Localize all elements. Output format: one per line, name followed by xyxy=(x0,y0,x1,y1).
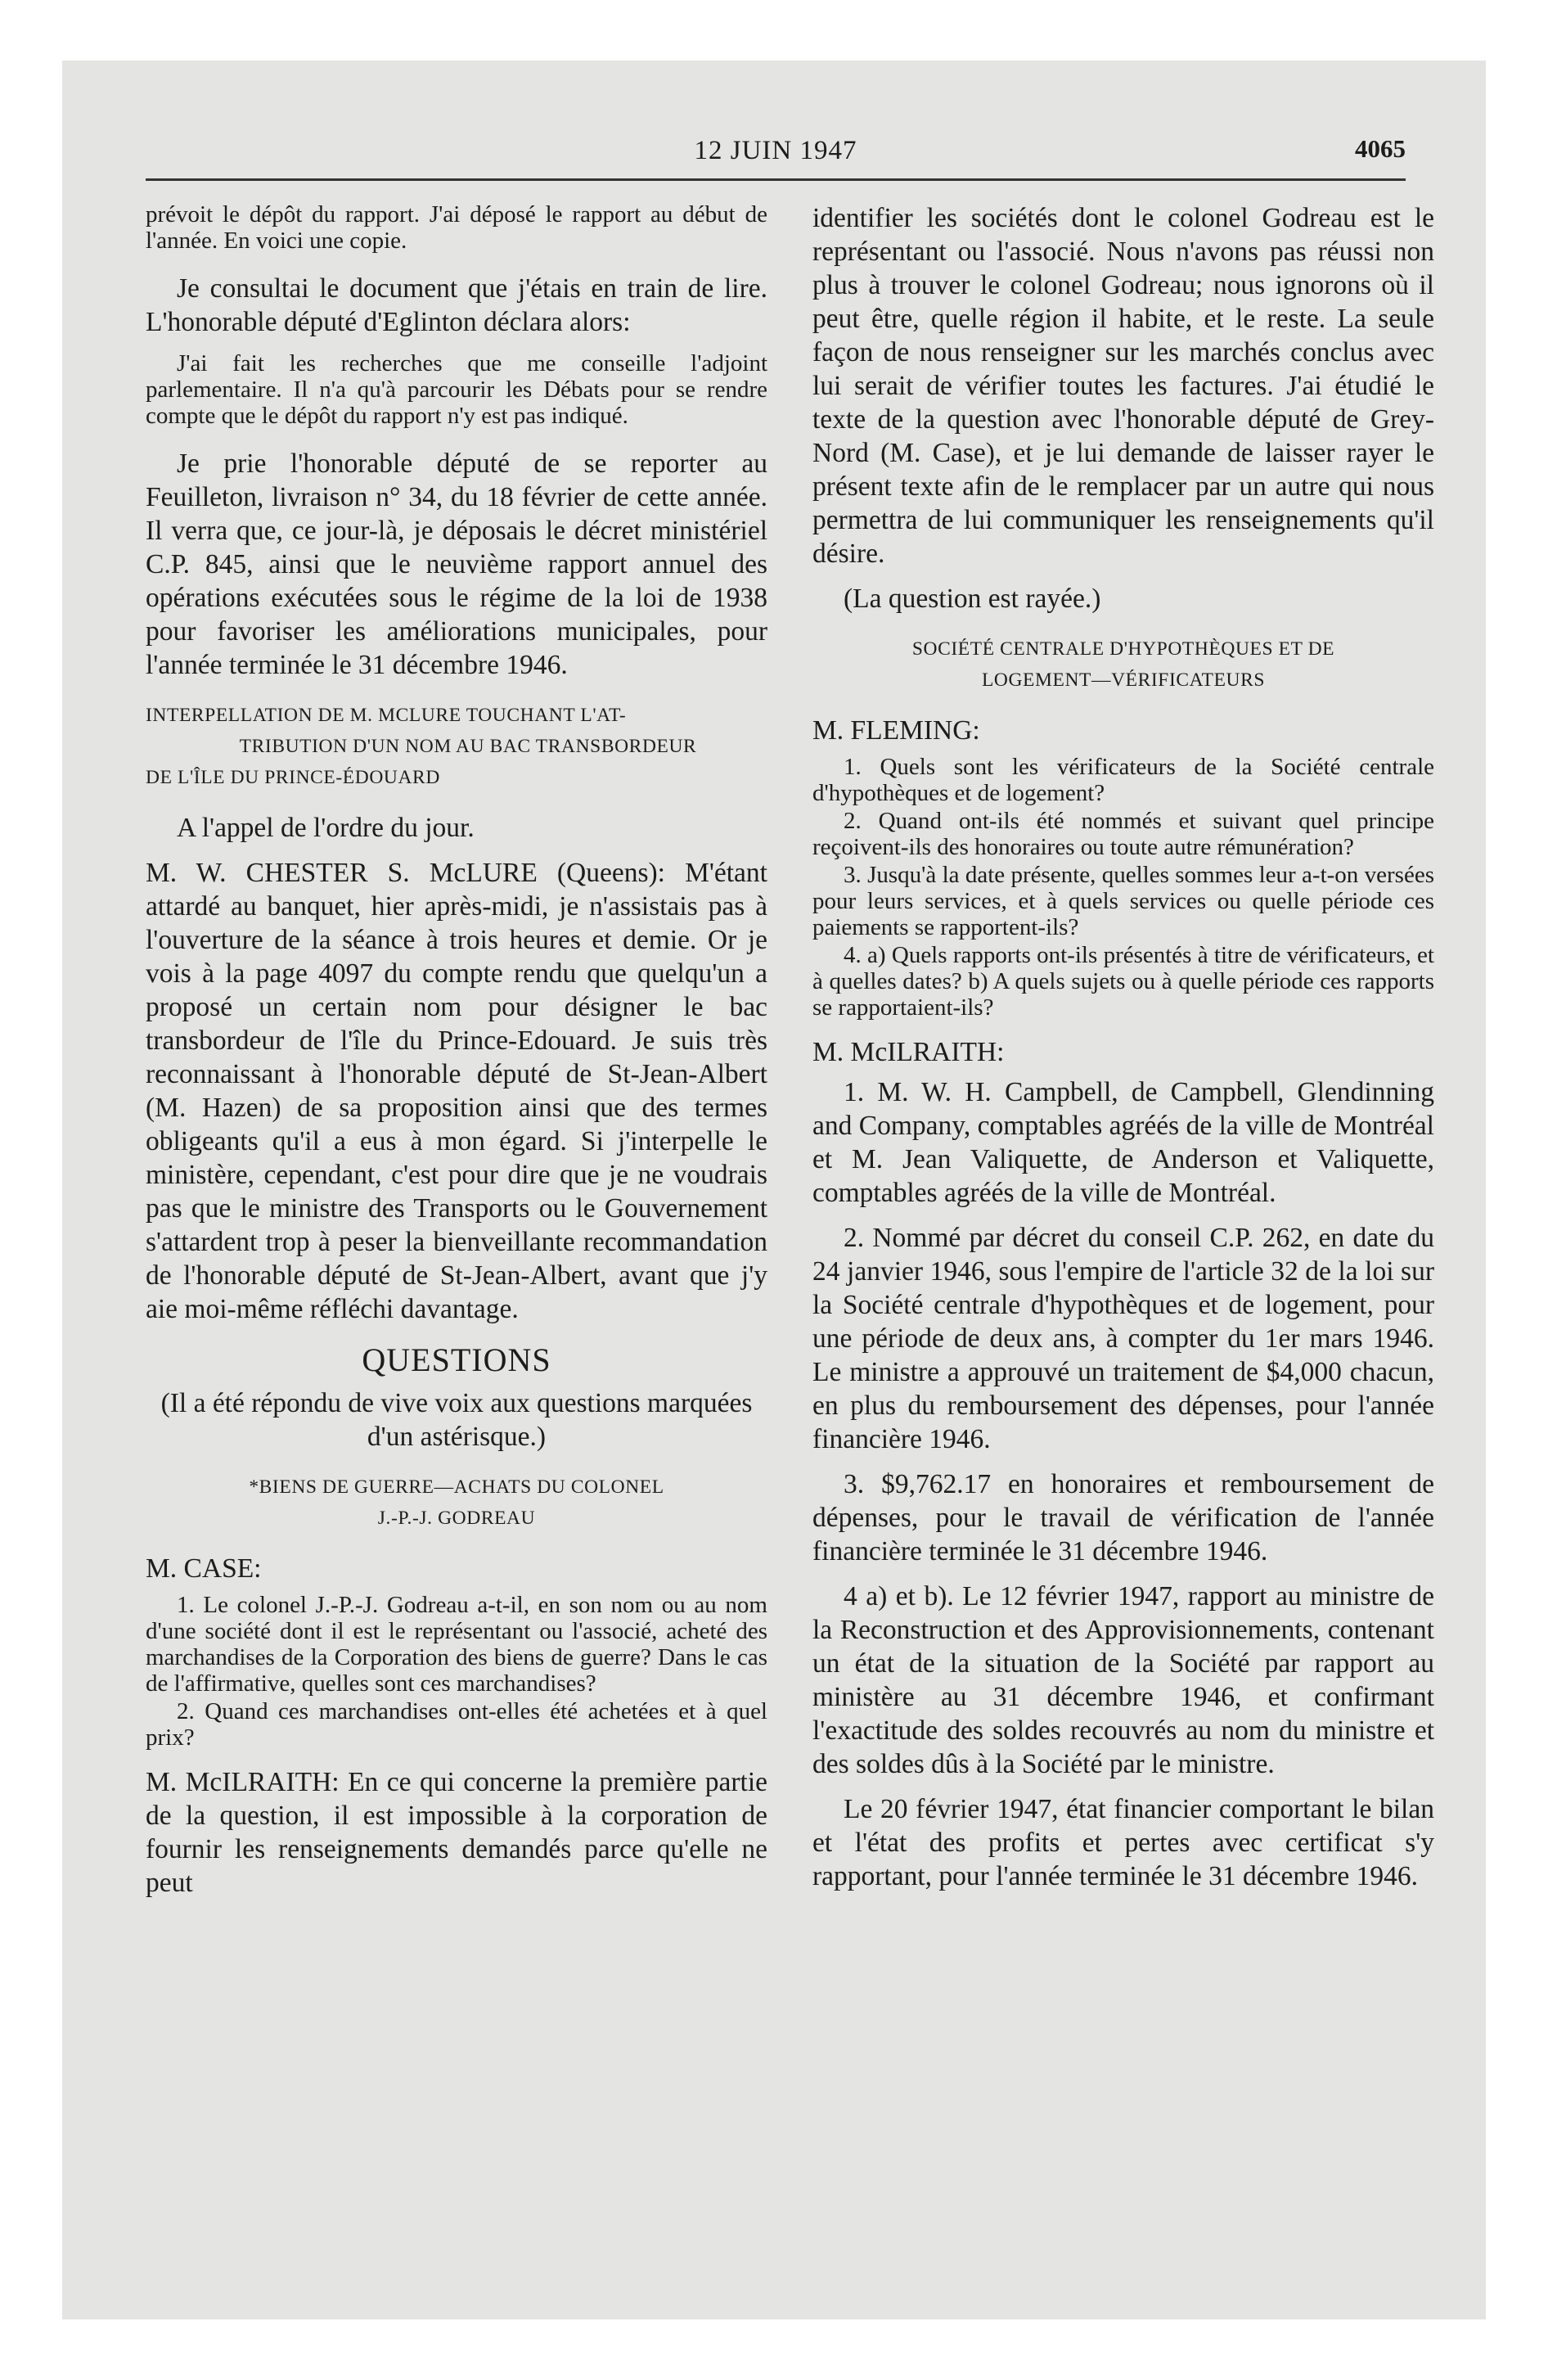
speaker-name: M. McILRAITH: xyxy=(146,1767,340,1797)
section-heading-biens-de-guerre xyxy=(146,1472,767,1534)
quoted-paragraph: prévoit le dépôt du rapport. J'ai déposé le rapport au début de l'année. En voici une copie. xyxy=(146,201,767,254)
heading-line: LOGEMENT—VÉRIFICATEURS xyxy=(981,669,1266,691)
speaker-name: M. W. CHESTER S. McLURE (Queens): xyxy=(146,858,665,888)
heading-line: INTERPELLATION DE M. MCLURE TOUCHANT L'AT- xyxy=(146,705,627,726)
page-header xyxy=(146,131,1406,178)
right-column xyxy=(812,201,1434,2231)
answer-item: 2. Nommé par décret du conseil C.P. 262, en date du 24 janvier 1946, sous l'empire de l'article 32 de la loi sur la Société centrale d'hypothèques et de logement, pour une période de deux ans, à compter du 1er mars 1946. Le ministre a approuvé un traitement de $4,000 chacun, en plus du remboursement des dépenses, pour l'année financière 1946. xyxy=(812,1223,1434,1454)
heading-line: SOCIÉTÉ CENTRALE D'HYPOTHÈQUES ET DE xyxy=(911,638,1335,660)
question-item: 1. Quels sont les vérificateurs de la Société centrale d'hypothèques et de logement? xyxy=(812,754,1434,806)
answer-item: 4 a) et b). Le 12 février 1947, rapport au ministre de la Reconstruction et des Approvisionnements, contenant un état de la situation de la Société par rapport au ministère au 31 décembre 1946, et confirmant l'exactitude des soldes recouvrés au nom du ministre et des soldes dûs à la Société par le ministre. xyxy=(812,1581,1434,1779)
speech-text: M'étant attardé au banquet, hier après-midi, je n'assistais pas à l'ouverture de la séance à trois heures et demie. Or je vois à la page 4097 du compte rendu que quelqu'un a proposé un certain nom pour désigner le bac transbordeur de l'île du Prince-Edouard. Je suis très reconnaissant à l'honorable député de St-Jean-Albert (M. Hazen) de sa proposition ainsi que des termes obligeants qu'il a eus à mon égard. Si j'interpelle le ministère, cependant, c'est pour dire que je ne voudrais pas que le ministre des Transports ou le Gouvernement s'attardent trop à peser la bienveillante recommandation de l'honorable député de St-Jean-Albert, avant que j'y aie moi-même réfléchi davantage. xyxy=(146,858,767,1324)
speaker-label: M. CASE: xyxy=(146,1553,262,1584)
left-column xyxy=(146,201,767,2231)
body-paragraph: Je consultai le document que j'étais en train de lire. L'honorable député d'Eglinton déclara alors: xyxy=(146,273,767,337)
heading-line: *BIENS DE GUERRE—ACHATS DU COLONEL xyxy=(249,1476,664,1498)
question-item: 4. a) Quels rapports ont-ils présentés à titre de vérificateurs, et à quelles dates? b) A quels sujets ou à quelle période ces rapports se rapportaient-ils? xyxy=(812,942,1434,1021)
question-item: 2. Quand ces marchandises ont-elles été achetées et à quel prix? xyxy=(146,1698,767,1751)
page-number: 4065 xyxy=(1355,134,1406,163)
page-date: 12 JUIN 1947 xyxy=(694,136,857,165)
section-heading-hypotheques xyxy=(812,633,1434,696)
answer-item: 1. M. W. H. Campbell, de Campbell, Glendinning and Company, comptables agréés de la ville de Montréal et M. Jean Valiquette, de Anderson et Valiquette, comptables agréés de la ville de Montréal. xyxy=(812,1077,1434,1208)
question-item: 2. Quand ont-ils été nommés et suivant quel principe reçoivent-ils des honoraires ou toute autre rémunération? xyxy=(812,808,1434,860)
question-item: 3. Jusqu'à la date présente, quelles sommes leur a-t-on versées pour leurs services, et à quels services ou quelle période ces paiements se rapportent-ils? xyxy=(812,862,1434,940)
body-paragraph: identifier les sociétés dont le colonel Godreau est le représentant ou l'associé. Nous n'avons pas réussi non plus à trouver le colonel Godreau; nous ignorons où il peut être, quelle région il habite, et le reste. La seule façon de nous renseigner sur les marchés conclus avec lui serait de vérifier toutes les factures. J'ai étudié le texte de la question avec l'honorable député de Grey-Nord (M. Case), et je lui demande de laisser rayer le présent texte afin de le remplacer par un autre qui nous permettra de lui communiquer les renseignements qu'il désire. xyxy=(812,203,1434,569)
section-title-questions: QUESTIONS xyxy=(362,1341,551,1378)
heading-line: J.-P.-J. GODREAU xyxy=(377,1508,536,1529)
answer-item: Le 20 février 1947, état financier comportant le bilan et l'état des profits et pertes avec certificat s'y rapportant, pour l'année terminée le 31 décembre 1946. xyxy=(812,1794,1434,1891)
body-paragraph: A l'appel de l'ordre du jour. xyxy=(177,813,475,843)
heading-line: TRIBUTION D'UN NOM AU BAC TRANSBORDEUR xyxy=(239,736,697,757)
section-note: (Il a été répondu de vive voix aux questions marquées d'un astérisque.) xyxy=(160,1388,753,1452)
speech-text: En ce qui concerne la première partie de la question, il est impossible à la corporation de fournir les renseignements demandés parce qu'elle ne peut xyxy=(146,1767,767,1898)
body-paragraph: Je prie l'honorable député de se reporter au Feuilleton, livraison n° 34, du 18 février de cette année. Il verra que, ce jour-là, je déposais le décret ministériel C.P. 845, ainsi que le neuvième rapport annuel des opérations exécutées sous le régime de la loi de 1938 pour favoriser les améliorations municipales, pour l'année terminée le 31 décembre 1946. xyxy=(146,449,767,680)
header-rule xyxy=(146,178,1406,181)
quoted-paragraph: J'ai fait les recherches que me conseille l'adjoint parlementaire. Il n'a qu'à parcourir les Débats pour se rendre compte que le dépôt du rapport n'y est pas indiqué. xyxy=(146,350,767,429)
body-paragraph: (La question est rayée.) xyxy=(844,584,1101,614)
heading-line: DE L'ÎLE DU PRINCE-ÉDOUARD xyxy=(146,767,440,788)
question-item: 1. Le colonel J.-P.-J. Godreau a-t-il, en son nom ou au nom d'une société dont il est le représentant ou l'associé, acheté des marchandises de la Corporation des biens de guerre? Dans le cas de l'affirmative, quelles sont ces marchandises? xyxy=(146,1592,767,1697)
answer-item: 3. $9,762.17 en honoraires et remboursement de dépenses, pour le travail de vérification de l'année financière terminée le 31 décembre 1946. xyxy=(812,1469,1434,1566)
speaker-label: M. McILRAITH: xyxy=(812,1037,1005,1067)
section-heading-interpellation xyxy=(146,700,767,793)
speech-paragraph xyxy=(146,856,767,1326)
speech-paragraph xyxy=(146,1765,767,1900)
speaker-label: M. FLEMING: xyxy=(812,715,980,746)
